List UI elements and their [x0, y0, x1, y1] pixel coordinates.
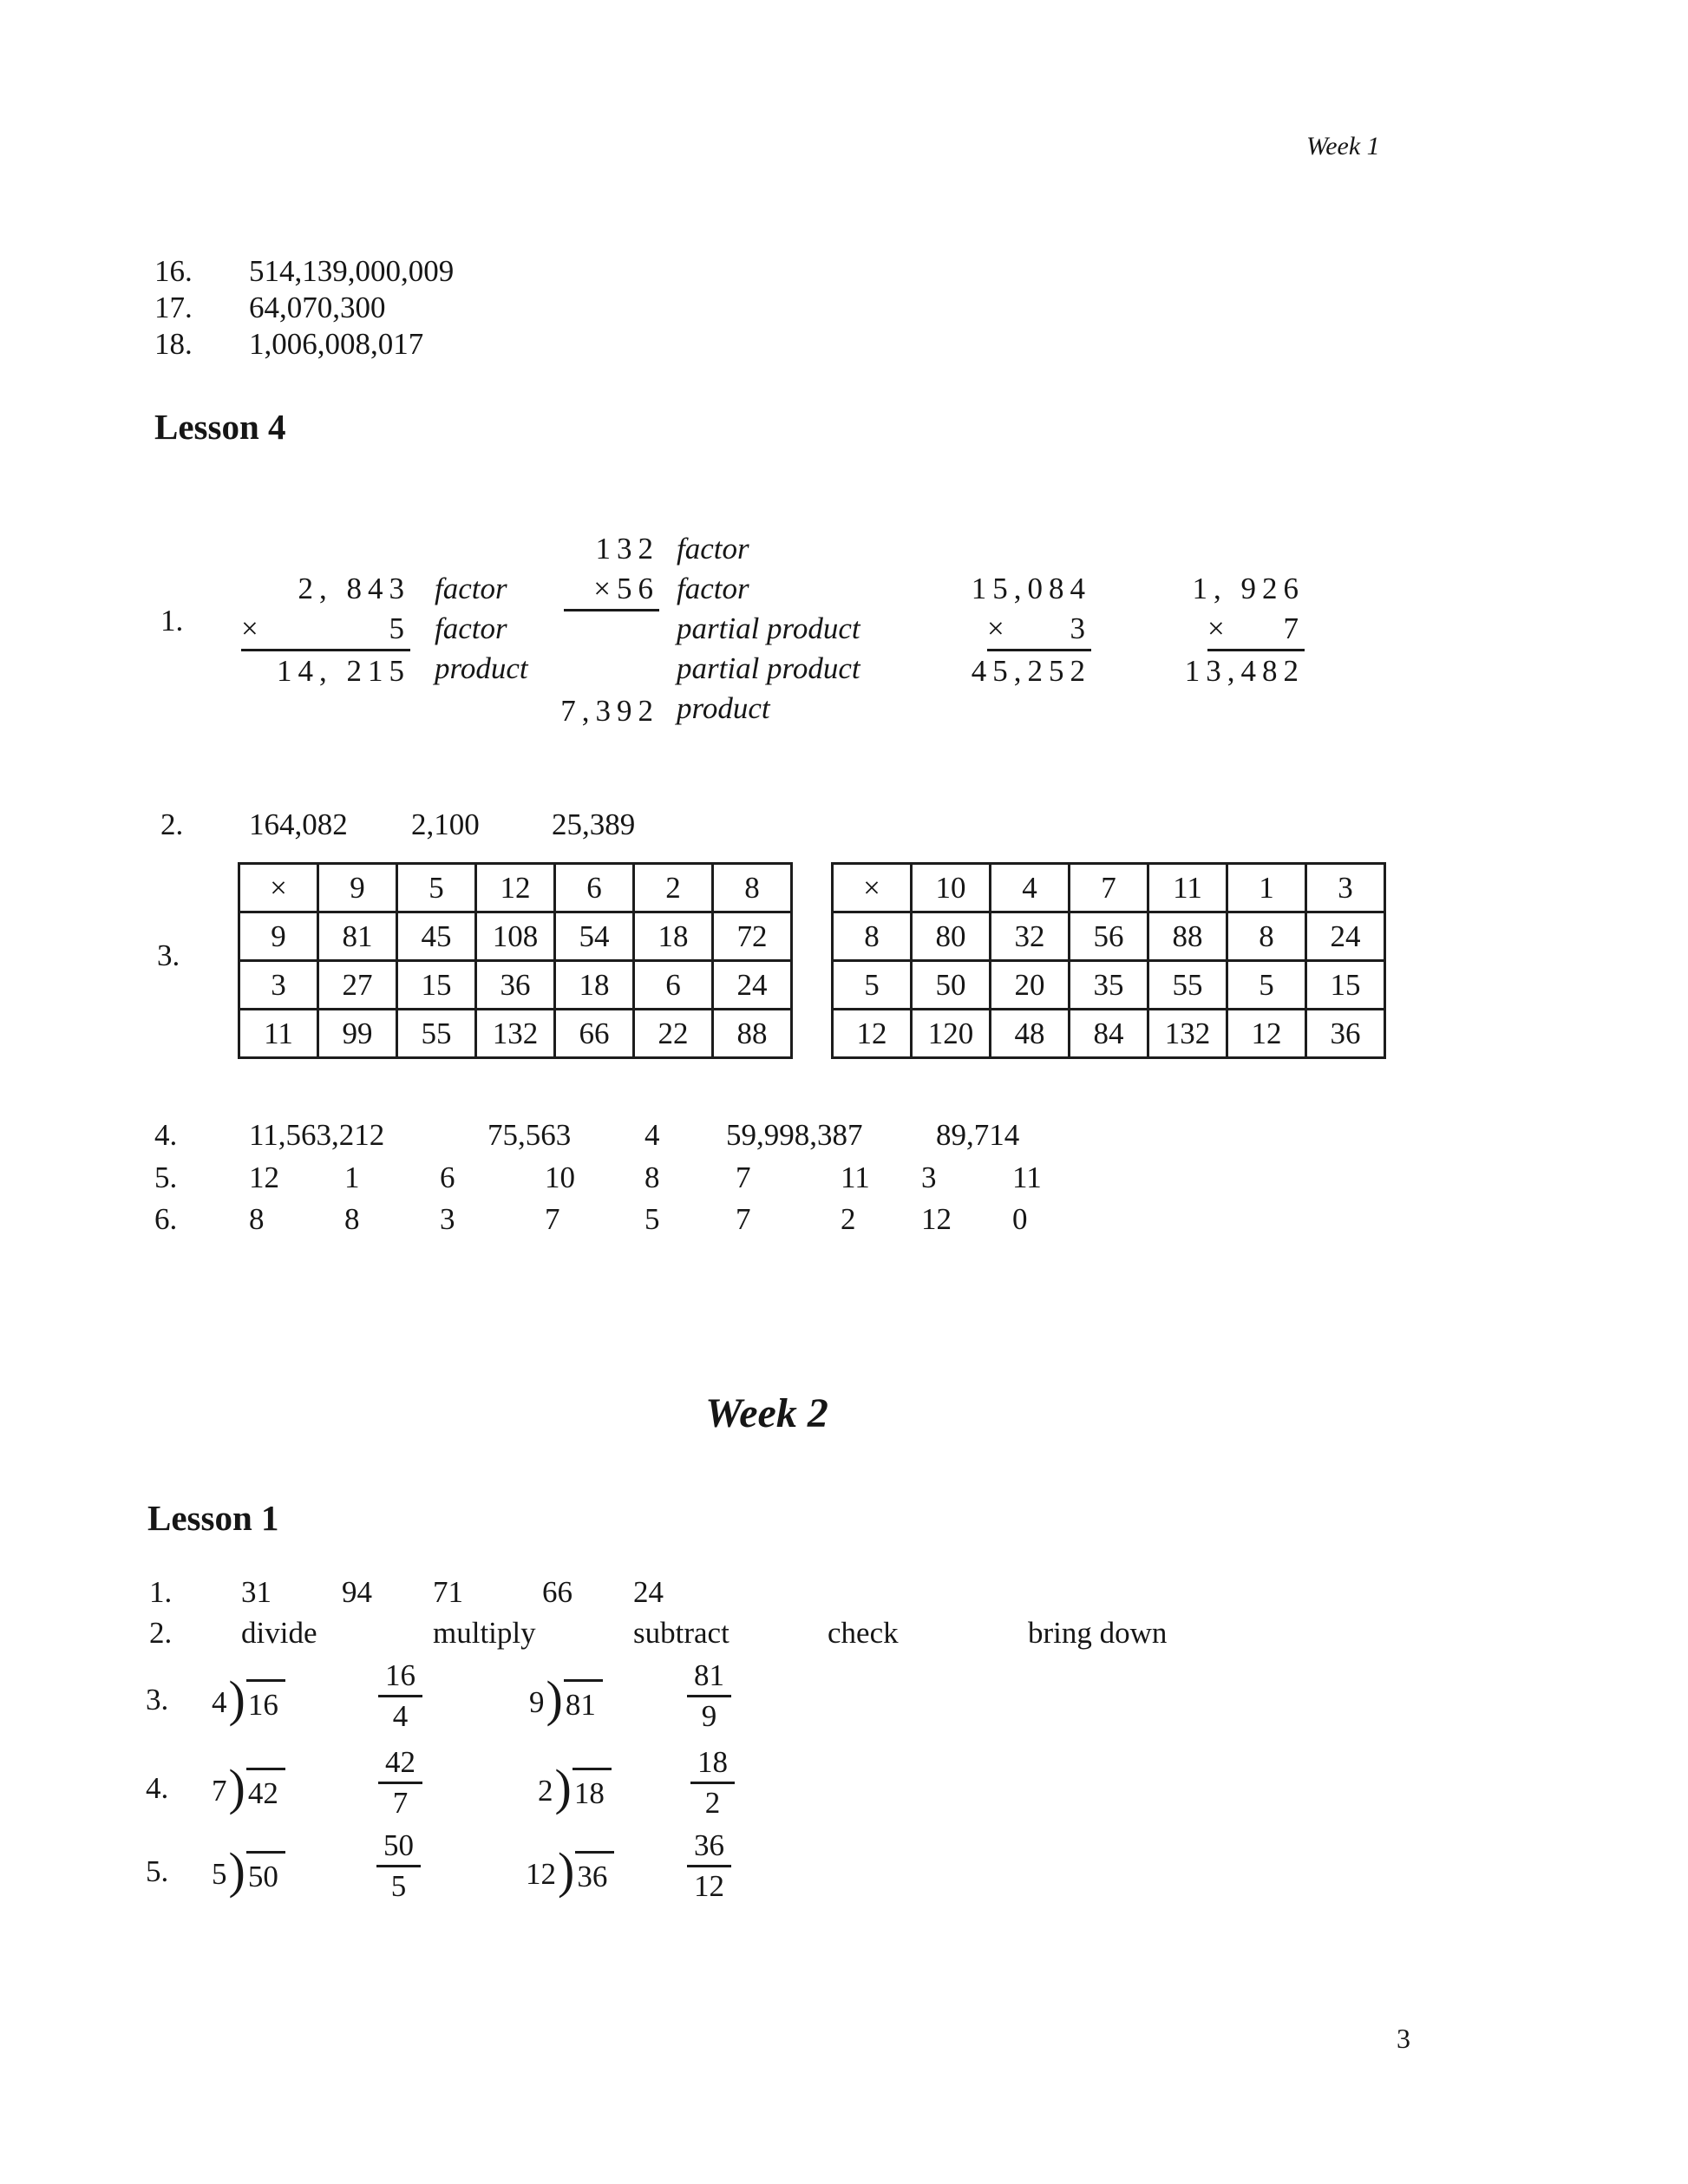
- answer-value: multiply: [433, 1616, 536, 1650]
- fraction-numerator: 50: [376, 1828, 421, 1867]
- table-cell: 132: [476, 1010, 555, 1058]
- table-cell: 15: [397, 961, 476, 1010]
- lesson4-item-5: [0, 1160, 1688, 1200]
- dividend: 16: [246, 1679, 285, 1724]
- table-row: [239, 864, 792, 912]
- fraction-denominator: 12: [694, 1869, 724, 1903]
- answer-item-18: [0, 326, 1688, 366]
- division-bracket: ): [228, 1759, 245, 1815]
- factor-row: [1192, 569, 1305, 609]
- table-row: [833, 864, 1385, 912]
- factor-value: 5: [389, 611, 410, 645]
- fraction-numerator: 36: [687, 1828, 731, 1867]
- table-cell: 45: [397, 912, 476, 961]
- fraction-numerator: 16: [378, 1658, 422, 1697]
- answer-value: 59,998,387: [726, 1118, 863, 1152]
- table-cell: 20: [991, 961, 1070, 1010]
- table-cell: 55: [397, 1010, 476, 1058]
- answer-value: 8: [249, 1202, 265, 1236]
- answer-value: 2,100: [411, 808, 480, 841]
- table-row: [239, 961, 792, 1010]
- lesson4-item-4: [0, 1117, 1688, 1157]
- answer-value: check: [828, 1616, 899, 1650]
- product-value: 14, 215: [277, 654, 410, 688]
- item-number: 2.: [149, 1616, 173, 1650]
- answer-value: 4: [644, 1118, 660, 1152]
- answer-value: divide: [241, 1616, 317, 1650]
- multiply-sign: ×: [241, 611, 265, 645]
- product-row: [241, 649, 410, 691]
- table-cell: 132: [1148, 1010, 1227, 1058]
- answer-value: 64,070,300: [249, 291, 386, 324]
- item-number: 16.: [154, 254, 193, 288]
- table-cell: 24: [1306, 912, 1385, 961]
- table-cell: 24: [713, 961, 792, 1010]
- dividend: 42: [246, 1768, 285, 1813]
- table-cell: 5: [833, 961, 912, 1010]
- multiply-sign: ×: [1207, 611, 1231, 645]
- table-cell: 56: [1070, 912, 1148, 961]
- fraction: [690, 1745, 735, 1821]
- answer-value: 7: [736, 1161, 751, 1194]
- divisor: 9: [529, 1685, 545, 1719]
- multiplication-table-1: [238, 862, 793, 1059]
- row-label: factor: [435, 611, 507, 645]
- multiplication-block-3: [971, 569, 1091, 691]
- table-cell: 5: [1227, 961, 1306, 1010]
- item-number: 4.: [154, 1118, 178, 1152]
- answer-value: 3: [921, 1161, 937, 1194]
- answer-value: subtract: [633, 1616, 730, 1650]
- answer-value: 164,082: [249, 808, 348, 841]
- fraction-numerator: 81: [687, 1658, 731, 1697]
- table-cell: 8: [833, 912, 912, 961]
- answer-value: 12: [249, 1161, 279, 1194]
- product-row: [1184, 649, 1305, 691]
- answer-value: 10: [545, 1161, 575, 1194]
- product-value: 13,482: [1184, 654, 1305, 688]
- table-cell: 8: [713, 864, 792, 912]
- fraction-numerator: 42: [378, 1745, 422, 1784]
- item-number: 2.: [160, 808, 184, 841]
- table-cell: 9: [239, 912, 318, 961]
- dividend: 36: [575, 1851, 614, 1896]
- fraction: [376, 1828, 421, 1904]
- table-cell: 55: [1148, 961, 1227, 1010]
- answer-value: 89,714: [936, 1118, 1020, 1152]
- table-cell: 22: [634, 1010, 713, 1058]
- long-division: [212, 1671, 285, 1727]
- fraction-denominator: 5: [390, 1869, 407, 1903]
- factor-row: [1207, 609, 1305, 649]
- table-cell: 11: [239, 1010, 318, 1058]
- divisor: 7: [212, 1774, 227, 1808]
- table-cell: 35: [1070, 961, 1148, 1010]
- answer-value: 66: [542, 1575, 572, 1609]
- fraction-denominator: 9: [701, 1699, 717, 1733]
- answer-value: 8: [644, 1161, 660, 1194]
- long-division: [529, 1671, 603, 1727]
- divisor: 5: [212, 1857, 227, 1891]
- product-row: [560, 691, 659, 731]
- table-cell: ×: [833, 864, 912, 912]
- table-cell: 120: [912, 1010, 991, 1058]
- fraction: [378, 1658, 422, 1734]
- factor-row: [971, 569, 1091, 609]
- table-row: [239, 912, 792, 961]
- factor-value: 1, 926: [1192, 572, 1305, 605]
- answer-value: 94: [342, 1575, 372, 1609]
- lesson4-item-6: [0, 1201, 1688, 1241]
- table-cell: 3: [1306, 864, 1385, 912]
- answer-value: bring down: [1028, 1616, 1168, 1650]
- item-number: 5.: [154, 1161, 178, 1194]
- table-row: [833, 912, 1385, 961]
- divisor: 12: [526, 1857, 556, 1891]
- table-cell: 12: [1227, 1010, 1306, 1058]
- answer-value: 1: [344, 1161, 360, 1194]
- table-cell: 18: [634, 912, 713, 961]
- product-value: 7,392: [560, 694, 659, 728]
- answer-value: 0: [1012, 1202, 1028, 1236]
- fraction-denominator: 7: [392, 1786, 409, 1820]
- table-cell: 88: [1148, 912, 1227, 961]
- fraction: [687, 1658, 731, 1734]
- multiplication-block-2: [560, 529, 860, 731]
- partial-product-row: [564, 651, 659, 691]
- table-cell: 88: [713, 1010, 792, 1058]
- answer-value: 11,563,212: [249, 1118, 385, 1152]
- answer-value: 71: [433, 1575, 463, 1609]
- page-number: 3: [1397, 2023, 1410, 2054]
- dividend: 81: [564, 1679, 603, 1724]
- table-cell: 27: [318, 961, 397, 1010]
- answer-value: 24: [633, 1575, 664, 1609]
- table-cell: 36: [1306, 1010, 1385, 1058]
- factor-value: ×56: [593, 572, 659, 605]
- table-cell: 3: [239, 961, 318, 1010]
- row-label: product: [435, 651, 528, 685]
- item-number: 17.: [154, 291, 193, 324]
- item-number: 6.: [154, 1202, 178, 1236]
- division-bracket: ): [228, 1842, 245, 1899]
- item-number: 5.: [146, 1854, 169, 1888]
- table-cell: 80: [912, 912, 991, 961]
- factor-row: [241, 609, 410, 649]
- product-value: 45,252: [971, 654, 1091, 688]
- division-bracket: ): [554, 1759, 572, 1815]
- dividend: 50: [246, 1851, 285, 1896]
- item-number: 3.: [146, 1683, 169, 1716]
- answer-value: 7: [736, 1202, 751, 1236]
- lesson-4-title: Lesson 4: [154, 407, 286, 447]
- answer-value: 7: [545, 1202, 560, 1236]
- lesson1-item-2: [0, 1615, 1688, 1655]
- lesson-1-title: Lesson 1: [147, 1498, 279, 1538]
- division-bracket: ): [228, 1671, 245, 1727]
- table-cell: 12: [476, 864, 555, 912]
- table-cell: 99: [318, 1010, 397, 1058]
- row-label: partial product: [677, 611, 860, 645]
- long-division: [212, 1842, 285, 1899]
- table-row: [833, 961, 1385, 1010]
- row-label: factor: [677, 532, 749, 566]
- table-cell: 66: [555, 1010, 634, 1058]
- multiplication-table-2: [831, 862, 1386, 1059]
- multiply-sign: ×: [987, 611, 1011, 645]
- row-labels: [677, 529, 860, 729]
- division-bracket: ): [558, 1842, 575, 1899]
- long-division: [526, 1842, 614, 1899]
- table-cell: 54: [555, 912, 634, 961]
- factor-row: [241, 569, 410, 609]
- divisor: 2: [538, 1774, 553, 1808]
- table-cell: 72: [713, 912, 792, 961]
- long-division: [538, 1759, 612, 1815]
- table-cell: 108: [476, 912, 555, 961]
- fraction-denominator: 4: [392, 1699, 409, 1733]
- fraction-numerator: 18: [690, 1745, 735, 1784]
- factor-value: 15,084: [971, 572, 1091, 605]
- table-cell: 4: [991, 864, 1070, 912]
- division-bracket: ): [546, 1671, 563, 1727]
- table-cell: 5: [397, 864, 476, 912]
- answer-value: 3: [440, 1202, 455, 1236]
- answer-value: 25,389: [552, 808, 636, 841]
- item-number: 1.: [149, 1575, 173, 1609]
- answer-value: 11: [1012, 1161, 1042, 1194]
- table-cell: 6: [634, 961, 713, 1010]
- table-cell: 18: [555, 961, 634, 1010]
- factor-value: 132: [595, 532, 659, 566]
- answer-value: 31: [241, 1575, 272, 1609]
- row-labels: [435, 569, 528, 689]
- answer-value: 6: [440, 1161, 455, 1194]
- answer-value: 1,006,008,017: [249, 327, 424, 361]
- factor-value: 3: [1070, 611, 1091, 645]
- table-cell: 32: [991, 912, 1070, 961]
- table-cell: 10: [912, 864, 991, 912]
- answer-item-17: [0, 290, 1688, 330]
- fraction: [687, 1828, 731, 1904]
- item-number: 3.: [157, 938, 180, 972]
- table-cell: 1: [1227, 864, 1306, 912]
- row-label: product: [677, 691, 770, 725]
- item-number: 18.: [154, 327, 193, 361]
- product-row: [971, 649, 1091, 691]
- lesson1-item-1: [0, 1574, 1688, 1614]
- row-label: factor: [435, 572, 507, 605]
- week-2-title: Week 2: [705, 1390, 828, 1436]
- answer-value: 11: [841, 1161, 870, 1194]
- table-cell: 7: [1070, 864, 1148, 912]
- long-division: [212, 1759, 285, 1815]
- factor-row: [564, 529, 659, 569]
- page-header-week-label: Week 1: [1306, 132, 1380, 160]
- answer-item-16: [0, 253, 1688, 293]
- partial-product-row: [564, 611, 659, 651]
- dividend: 18: [572, 1768, 612, 1813]
- answer-value: 8: [344, 1202, 360, 1236]
- table-cell: 9: [318, 864, 397, 912]
- table-cell: 50: [912, 961, 991, 1010]
- table-cell: 12: [833, 1010, 912, 1058]
- table-cell: 2: [634, 864, 713, 912]
- multiplication-block-1: [241, 569, 528, 691]
- answer-value: 5: [644, 1202, 660, 1236]
- table-cell: 36: [476, 961, 555, 1010]
- item-number: 4.: [146, 1771, 169, 1805]
- item-number: 1.: [160, 604, 184, 638]
- lesson4-item-2: [0, 807, 1688, 847]
- fraction: [378, 1745, 422, 1821]
- factor-row: [564, 569, 659, 611]
- table-cell: ×: [239, 864, 318, 912]
- table-cell: 11: [1148, 864, 1227, 912]
- factor-value: 2, 843: [298, 572, 410, 605]
- multiplication-block-4: [1184, 569, 1305, 691]
- table-row: [833, 1010, 1385, 1058]
- answer-value: 2: [841, 1202, 856, 1236]
- table-row: [239, 1010, 792, 1058]
- table-cell: 48: [991, 1010, 1070, 1058]
- table-cell: 84: [1070, 1010, 1148, 1058]
- table-cell: 81: [318, 912, 397, 961]
- row-label: factor: [677, 572, 749, 605]
- answer-value: 12: [921, 1202, 952, 1236]
- row-label: partial product: [677, 651, 860, 685]
- table-cell: 8: [1227, 912, 1306, 961]
- divisor: 4: [212, 1685, 227, 1719]
- fraction-denominator: 2: [704, 1786, 721, 1820]
- answer-value: 75,563: [487, 1118, 572, 1152]
- table-cell: 15: [1306, 961, 1385, 1010]
- table-cell: 6: [555, 864, 634, 912]
- factor-row: [987, 609, 1091, 649]
- factor-value: 7: [1283, 611, 1305, 645]
- answer-value: 514,139,000,009: [249, 254, 455, 288]
